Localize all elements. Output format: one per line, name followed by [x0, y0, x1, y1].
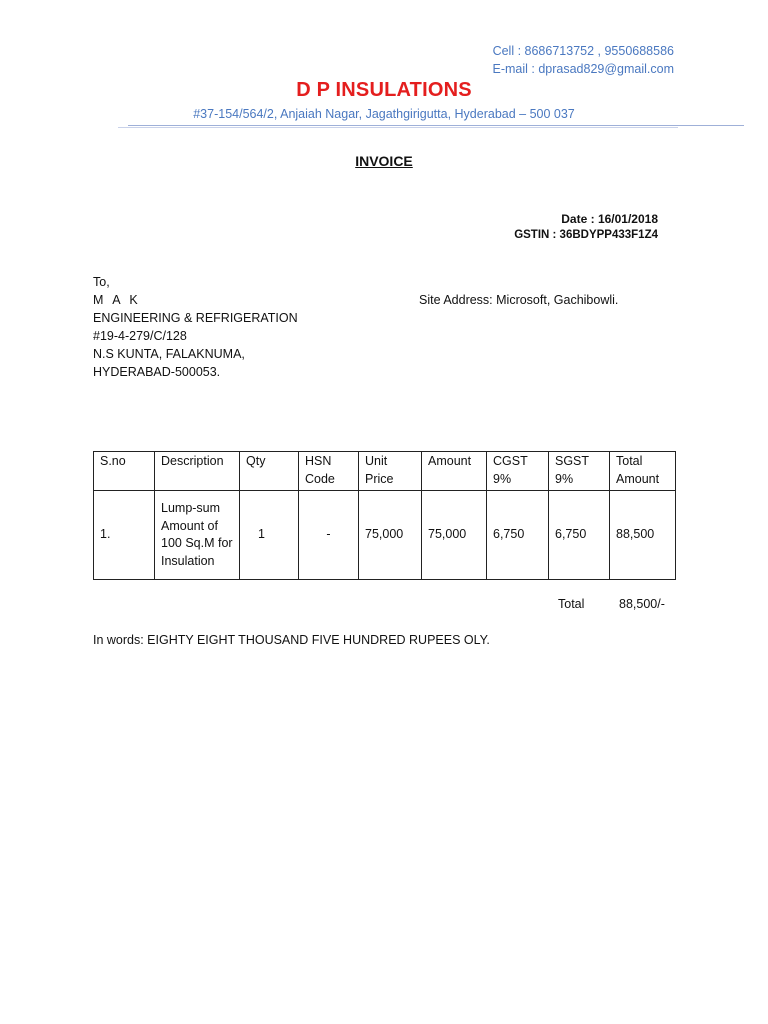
site-address: Site Address: Microsoft, Gachibowli. — [419, 293, 619, 307]
col-header-description: Description — [155, 452, 240, 491]
col-header-cgst: CGST 9% — [487, 452, 549, 491]
customer-address-line: #19-4-279/C/128 — [93, 329, 187, 343]
invoice-date: Date : 16/01/2018 — [561, 212, 658, 226]
cell-sno: 1. — [94, 491, 155, 580]
col-header-amount: Amount — [422, 452, 487, 491]
col-header-hsn: HSN Code — [299, 452, 359, 491]
cell-amount: 75,000 — [422, 491, 487, 580]
company-name: D P INSULATIONS — [296, 79, 472, 101]
company-address: #37-154/564/2, Anjaiah Nagar, Jagathgirigutta, Hyderabad – 500 037 — [193, 107, 575, 121]
gstin: GSTIN : 36BDYPP433F1Z4 — [514, 229, 658, 241]
total-label: Total — [558, 597, 585, 611]
table-header-row — [94, 452, 676, 491]
cell-qty: 1 — [240, 491, 299, 580]
to-label: To, — [93, 275, 110, 289]
invoice-title-text: INVOICE — [355, 153, 413, 169]
amount-in-words: In words: EIGHTY EIGHT THOUSAND FIVE HUNDRED RUPEES OLY. — [93, 633, 490, 647]
table-row — [94, 491, 676, 580]
customer-address-line: ENGINEERING & REFRIGERATION — [93, 311, 298, 325]
cell-hsn: - — [299, 491, 359, 580]
col-header-total: Total Amount — [610, 452, 676, 491]
customer-address-line: HYDERABAD-500053. — [93, 365, 221, 379]
cell-sgst: 6,750 — [549, 491, 610, 580]
cell-numbers: Cell : 8686713752 , 9550688586 — [492, 44, 674, 58]
customer-name: M A K — [93, 293, 141, 307]
col-header-qty: Qty — [240, 452, 299, 491]
email-address: E-mail : dprasad829@gmail.com — [492, 62, 674, 76]
col-header-sno: S.no — [94, 452, 155, 491]
col-header-unit-price: Unit Price — [359, 452, 422, 491]
customer-address-line: N.S KUNTA, FALAKNUMA, — [93, 347, 245, 361]
invoice-table — [93, 451, 676, 580]
total-value: 88,500/- — [619, 597, 665, 611]
invoice-title — [0, 153, 768, 169]
cell-total: 88,500 — [610, 491, 676, 580]
cell-unit-price: 75,000 — [359, 491, 422, 580]
header-divider-shadow — [118, 127, 678, 128]
col-header-sgst: SGST 9% — [549, 452, 610, 491]
header-divider — [128, 125, 744, 126]
cell-cgst: 6,750 — [487, 491, 549, 580]
cell-description: Lump-sum Amount of 100 Sq.M for Insulation — [155, 491, 240, 580]
